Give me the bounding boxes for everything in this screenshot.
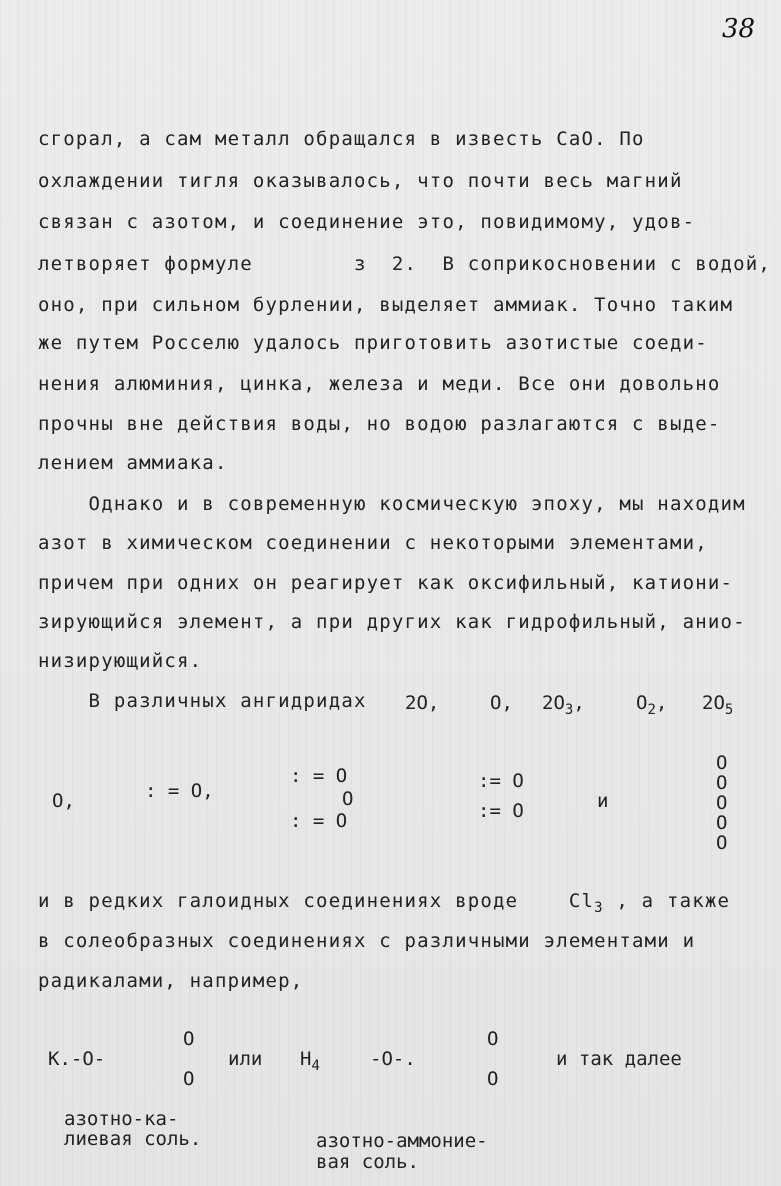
structure-no: : = O, [145,780,214,802]
page-number: 38 [722,14,756,44]
structure-n2o5-line: O [716,792,728,814]
text-line: оно, при сильном бурлении, выделяет аммиак. Точно таким [38,294,734,316]
salt-k-bottom-o: O [183,1068,195,1090]
salt-k-top-o: O [183,1028,195,1050]
structure-n2o3-line: : = O [290,810,348,832]
text-line: Однако и в современную космическую эпоху, мы находим [38,493,746,515]
structure-n2o5-line: O [716,772,728,794]
salt-label-ammonium: азотно-аммоние- [316,1130,488,1152]
text-line: нения алюминия, цинка, железа и меди. Все они довольно [38,373,721,395]
text-line: радикалами, например, [38,970,304,992]
text-line: азот в химическом соединении с некоторыми элементами, [38,532,708,554]
text-line: в солеобразных соединениях с различными элементами и [38,930,696,952]
structure-n2o5-line: O [716,832,728,854]
text-line: связан с азотом, и соединение это, повидимому, удов- [38,211,696,233]
salt-label-potassium: азотно-ка- [64,1108,179,1130]
formula-no: O, [490,692,513,714]
structure-no2-line: := O [478,800,524,822]
etcetera: и так далее [556,1048,682,1070]
structure-n2o3-line: O [342,788,354,810]
salt-label-potassium: лиевая соль. [64,1128,202,1150]
salt-nh4-formula: $H_4$ [300,1048,320,1074]
salt-nh4-bottom-o: O [487,1068,499,1090]
structure-n2o5-line: O [716,812,728,834]
text-line: сгорал, а сам металл обращался в известь СаО. По [38,128,645,150]
conjunction-or: или [228,1048,263,1070]
formula-n2o3: $2O_3$, [542,692,585,718]
formula-n2o5: $2O_5$ [702,692,734,718]
text-line: прочны вне действия воды, но водою разлагаются с выде- [38,413,721,435]
formula-n2o: 2O, [405,692,440,714]
conjunction-and: и [597,790,609,812]
text-line: охлаждении тигля оказывалось, что почти весь магний [38,170,683,192]
text-line: зирующийся элемент, а при других как гидрофильный, анио- [38,611,746,633]
text-line: летворяет формуле з 2. В соприкосновении с водой, [38,253,772,275]
text-line: и в редких галоидных соединениях вроде $Cl_3$ , а также [38,890,731,916]
structure-no2-line: := O [478,770,524,792]
structure-n2o: O, [52,790,75,812]
formula-no2: $O_2$, [636,692,668,718]
structure-n2o3-line: : = O [290,765,348,787]
text-line: лением аммиака. [38,452,228,474]
text-line: же путем Росселю удалось приготовить азотистые соеди- [38,332,708,354]
salt-nh4-o: -O-. [370,1048,416,1070]
text-line: низирующийся. [38,650,203,672]
salt-label-ammonium: вая соль. [316,1151,419,1173]
structure-n2o5-line: O [716,752,728,774]
salt-k-formula: К.-О- [48,1048,106,1070]
text-line: причем при одних он реагирует как оксифильный, катиони- [38,572,734,594]
salt-nh4-top-o: O [487,1028,499,1050]
anhydrides-lead: В различных ангидридах [38,690,367,712]
